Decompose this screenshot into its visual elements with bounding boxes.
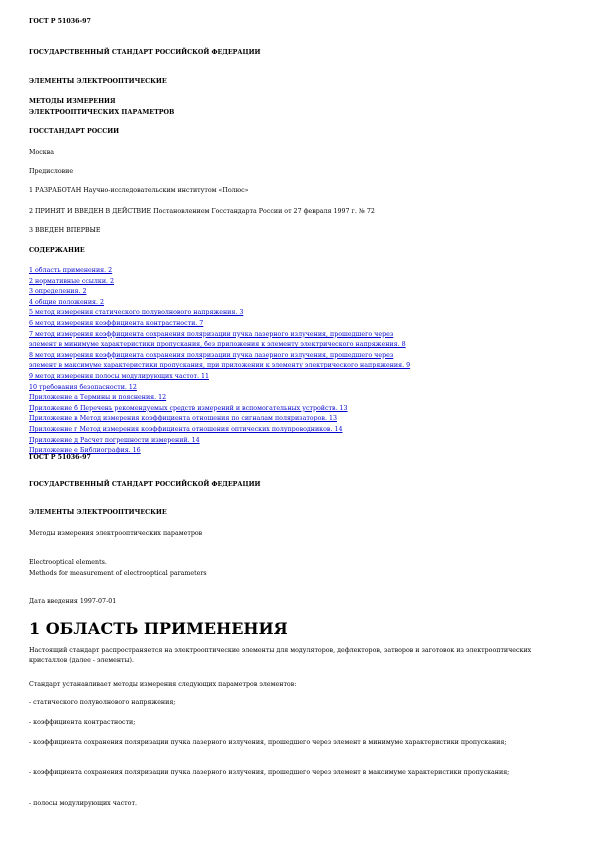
- preface-item-2: 2 ПРИНЯТ И ВВЕДЕН В ДЕЙСТВИЕ Постановлением Госстандарта России от 27 февраля 1997 г. № 72: [29, 208, 375, 215]
- list-item: - статического полуволнового напряжения;: [29, 699, 176, 706]
- toc-link[interactable]: 6 метод измерения коэффициента контрастности. 7: [29, 319, 204, 327]
- section-heading: 1 ОБЛАСТЬ ПРИМЕНЕНИЯ: [29, 619, 288, 638]
- doc-title-line1: ЭЛЕМЕНТЫ ЭЛЕКТРООПТИЧЕСКИЕ: [29, 78, 167, 85]
- toc-link[interactable]: 5 метод измерения статического полуволнового напряжения. 3: [29, 309, 244, 317]
- toc-link[interactable]: Приложение а Термины и пояснения. 12: [29, 394, 167, 402]
- toc-link[interactable]: Приложение г Метод измерения коэффициента отношения оптических полупроводников. 14: [29, 425, 343, 433]
- toc-link[interactable]: 10 требования безопасности. 12: [29, 383, 137, 391]
- gost-code: ГОСТ Р 51036-97: [29, 18, 91, 25]
- body-elements-title: ЭЛЕМЕНТЫ ЭЛЕКТРООПТИЧЕСКИЕ: [29, 509, 167, 516]
- table-of-contents: [29, 266, 569, 457]
- toc-link[interactable]: 1 область применения. 2: [29, 267, 113, 274]
- toc-link[interactable]: 8 метод измерения коэффициента сохранения поляризации пучка лазерного излучения, прошедшего через: [29, 351, 394, 359]
- city: Москва: [29, 149, 54, 156]
- list-item: - коэффициента контрастности;: [29, 719, 136, 726]
- list-item: - коэффициента сохранения поляризации пучка лазерного излучения, прошедшего через элемент в максимуме характеристики пропускания;: [29, 769, 510, 776]
- preface-item-3: 3 ВВЕДЕН ВПЕРВЫЕ: [29, 227, 101, 234]
- methods-title-ru: Методы измерения электрооптических параметров: [29, 530, 203, 537]
- toc-link[interactable]: 9 метод измерения полосы модулирующих частот. 11: [29, 372, 209, 380]
- list-item: - полосы модулирующих частот.: [29, 800, 137, 807]
- standard-title: ГОСУДАРСТВЕННЫЙ СТАНДАРТ РОССИЙСКОЙ ФЕДЕРАЦИИ: [29, 49, 261, 56]
- doc-title-line3: ЭЛЕКТРООПТИЧЕСКИХ ПАРАМЕТРОВ: [29, 109, 175, 116]
- toc-link[interactable]: элемент в максимуме характеристики пропускания, при приложении к элементу электрического напряжения. 9: [29, 362, 411, 370]
- preface-item-1: 1 РАЗРАБОТАН Научно-исследовательским институтом «Полюс»: [29, 187, 249, 194]
- paragraph: Стандарт устанавливает методы измерения следующих параметров элементов:: [29, 681, 297, 688]
- toc-link[interactable]: Приложение б Перечень рекомендуемых средств измерений и вспомогательных устройств. 13: [29, 404, 348, 412]
- intro-date: Дата введения 1997-07-01: [29, 598, 117, 605]
- list-item: - коэффициента сохранения поляризации пучка лазерного излучения, прошедшего через элемент в минимуме характеристики пропускания;: [29, 739, 507, 746]
- toc-link[interactable]: Приложение в Метод измерения коэффициента отношения по сигналам поляризаторов. 13: [29, 415, 337, 423]
- toc-link[interactable]: элемент в минимуме характеристики пропускания, без приложения к элементу электрического напряжения. 8: [29, 341, 406, 349]
- toc-link[interactable]: 2 нормативные ссылки. 2: [29, 277, 115, 285]
- toc-title: СОДЕРЖАНИЕ: [29, 247, 85, 254]
- toc-link[interactable]: 3 определения. 2: [29, 288, 87, 296]
- preface-title: Предисловие: [29, 168, 74, 175]
- toc-link[interactable]: 4 общие положения. 2: [29, 298, 105, 306]
- paragraph: Настоящий стандарт распространяется на электрооптические элементы для модуляторов, дефлекторов, затворов и заготовок из электрооптических кристаллов (далее - элементы).: [29, 647, 532, 664]
- toc-link[interactable]: Приложение д Расчет погрешности измерений. 14: [29, 436, 200, 444]
- body-gost-code: ГОСТ Р 51036-97: [29, 454, 91, 461]
- body-standard-title: ГОСУДАРСТВЕННЫЙ СТАНДАРТ РОССИЙСКОЙ ФЕДЕРАЦИИ: [29, 481, 261, 488]
- english-title-line1: Electrooptical elements.: [29, 559, 107, 566]
- english-title-line2: Methods for measurement of electrooptical parameters: [29, 570, 207, 577]
- publisher: ГОССТАНДАРТ РОССИИ: [29, 128, 120, 135]
- toc-link[interactable]: 7 метод измерения коэффициента сохранения поляризации пучка лазерного излучения, прошедшего через: [29, 330, 394, 338]
- doc-title-line2: МЕТОДЫ ИЗМЕРЕНИЯ: [29, 98, 116, 105]
- toc-link[interactable]: Приложение е Библиография. 16: [29, 447, 141, 455]
